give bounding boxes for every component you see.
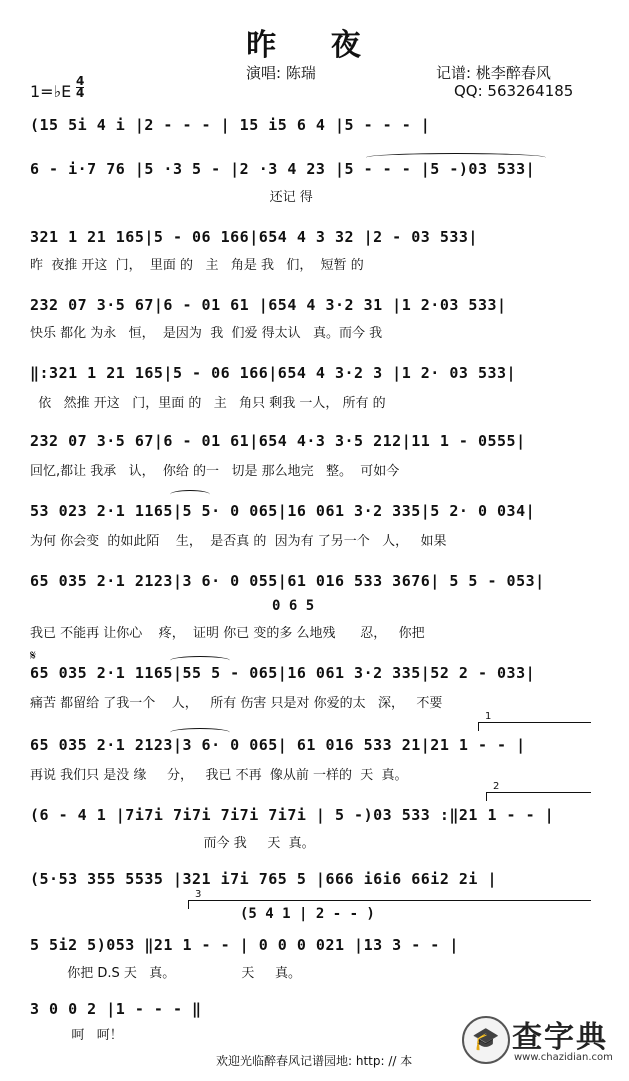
score-row-8 [30, 664, 590, 686]
notes-row-6: 53 023 2·1 1165|5 5· 0 065|16 061 3·2 335|5 2· 0 034| [30, 502, 536, 520]
lyrics-row-12: 你把 D.S 天 真。 天 真。 [30, 966, 302, 981]
score-row-10 [30, 806, 590, 828]
qq-contact: QQ: 563264185 [454, 82, 574, 100]
song-title: 昨 夜 [246, 28, 383, 63]
alt-notes-under: 0 6 5 [272, 598, 315, 614]
notes-row-8: 65 035 2·1 1165|55 5 - 065|16 061 3·2 335|52 2 - 033| [30, 664, 536, 682]
lyrics-row-8: 痛苦 都留给 了我一个 人， 所有 伤害 只是对 你爱的太 深， 不要 [30, 696, 443, 711]
score-row-1 [30, 160, 590, 182]
tie-slur [170, 490, 210, 499]
tie-slur [170, 728, 230, 737]
footer-text: 欢迎光临醉春风记谱园地: http: // 本 [216, 1054, 413, 1068]
alt-ending-notes: (5 4 1 | 2 - - ) [240, 906, 375, 922]
time-bottom: 4 [76, 86, 85, 100]
notes-row-12: 5 5i2 5)053 ‖21 1 - - | 0 0 0 021 |13 3 - - | [30, 936, 459, 954]
notes-row-11: (5·53 355 5535 |321 i7i 765 5 |666 i6i6 66i2 2i | [30, 870, 498, 888]
score-row-13 [30, 1000, 290, 1022]
lyrics-row-3: 快乐 都化 为永 恒， 是因为 我 们爱 得太认 真。而今 我 [30, 326, 383, 341]
notes-row-13: 3 0 0 2 |1 - - - ‖ [30, 1000, 202, 1018]
lyrics-row-2: 昨 夜推 开这 门， 里面 的 主 角是 我 们， 短暂 的 [30, 258, 364, 273]
lyrics-row-13: 呵 呵！ [30, 1028, 123, 1043]
lyrics-row-7: 我已 不能再 让你心 疼， 证明 你已 变的多 么地残 忍， 你把 [30, 626, 425, 641]
logo-url: www.chazidian.com [514, 1052, 613, 1063]
score-row-3 [30, 296, 590, 318]
score-row-2 [30, 228, 590, 250]
score-row-11 [30, 870, 590, 892]
notes-row-3: 232 07 3·5 67|6 - 01 61 |654 4 3·2 31 |1 2·03 533| [30, 296, 507, 314]
notes-row-10: (6 - 4 1 |7i7i 7i7i 7i7i 7i7i | 5 -)03 533 :‖21 1 - - | [30, 806, 555, 824]
lyrics-row-10: 而今 我 天 真。 [30, 836, 315, 851]
volta-bracket-1: 1 [478, 722, 591, 731]
score-row-4 [30, 364, 590, 386]
time-signature [76, 76, 84, 99]
notes-row-7: 65 035 2·1 2123|3 6· 0 055|61 016 533 3676| 5 5 - 053| [30, 572, 545, 590]
tie-slur [366, 153, 546, 162]
lyrics-row-5: 回忆,都让 我承 认， 你给 的一 切是 那么地完 整。 可如今 [30, 464, 400, 479]
alt-ending-bracket: 3 [188, 900, 591, 909]
score-row-0 [30, 116, 590, 138]
score-row-12 [30, 936, 590, 958]
score-row-6 [30, 502, 590, 524]
singer-credit: 演唱: 陈瑞 [246, 64, 316, 82]
notes-row-0: (15 5i 4 i |2 - - - | 15 i5 6 4 |5 - - - | [30, 116, 431, 134]
site-logo [462, 1012, 618, 1070]
notes-row-9: 65 035 2·1 2123|3 6· 0 065| 61 016 533 21|21 1 - - | [30, 736, 526, 754]
segno-sign: 𝄋 [30, 648, 37, 664]
key-signature: 1=♭E [30, 82, 72, 101]
notes-row-2: 321 1 21 165|5 - 06 166|654 4 3 32 |2 - 03 533| [30, 228, 478, 246]
lyrics-row-4: 依 然推 开这 门，里面 的 主 角只 剩我 一人， 所有 的 [30, 396, 386, 411]
mascot-icon: 🎓 [462, 1016, 510, 1064]
tie-slur [170, 656, 230, 665]
lyrics-row-1: 还记 得 [30, 190, 313, 205]
notes-row-1: 6 - i·7 76 |5 ·3 5 - |2 ·3 4 23 |5 - - - |5 -)03 533| [30, 160, 536, 178]
score-row-5 [30, 432, 590, 454]
transcriber-credit: 记谱: 桃李醉春风 [436, 64, 551, 82]
score-row-9 [30, 736, 590, 758]
logo-text: 查字典 [512, 1020, 608, 1055]
notes-row-5: 232 07 3·5 67|6 - 01 61|654 4·3 3·5 212|11 1 - 0555| [30, 432, 526, 450]
lyrics-row-6: 为何 你会变 的如此陌 生， 是否真 的 因为有 了另一个 人， 如果 [30, 534, 447, 549]
score-row-7 [30, 572, 590, 594]
lyrics-row-9: 再说 我们只 是没 缘 分， 我已 不再 像从前 一样的 天 真。 [30, 768, 408, 783]
volta-bracket-2: 2 [486, 792, 591, 801]
time-top: 4 [76, 74, 85, 88]
notes-row-4: ‖:321 1 21 165|5 - 06 166|654 4 3·2 3 |1 2· 03 533| [30, 364, 517, 382]
